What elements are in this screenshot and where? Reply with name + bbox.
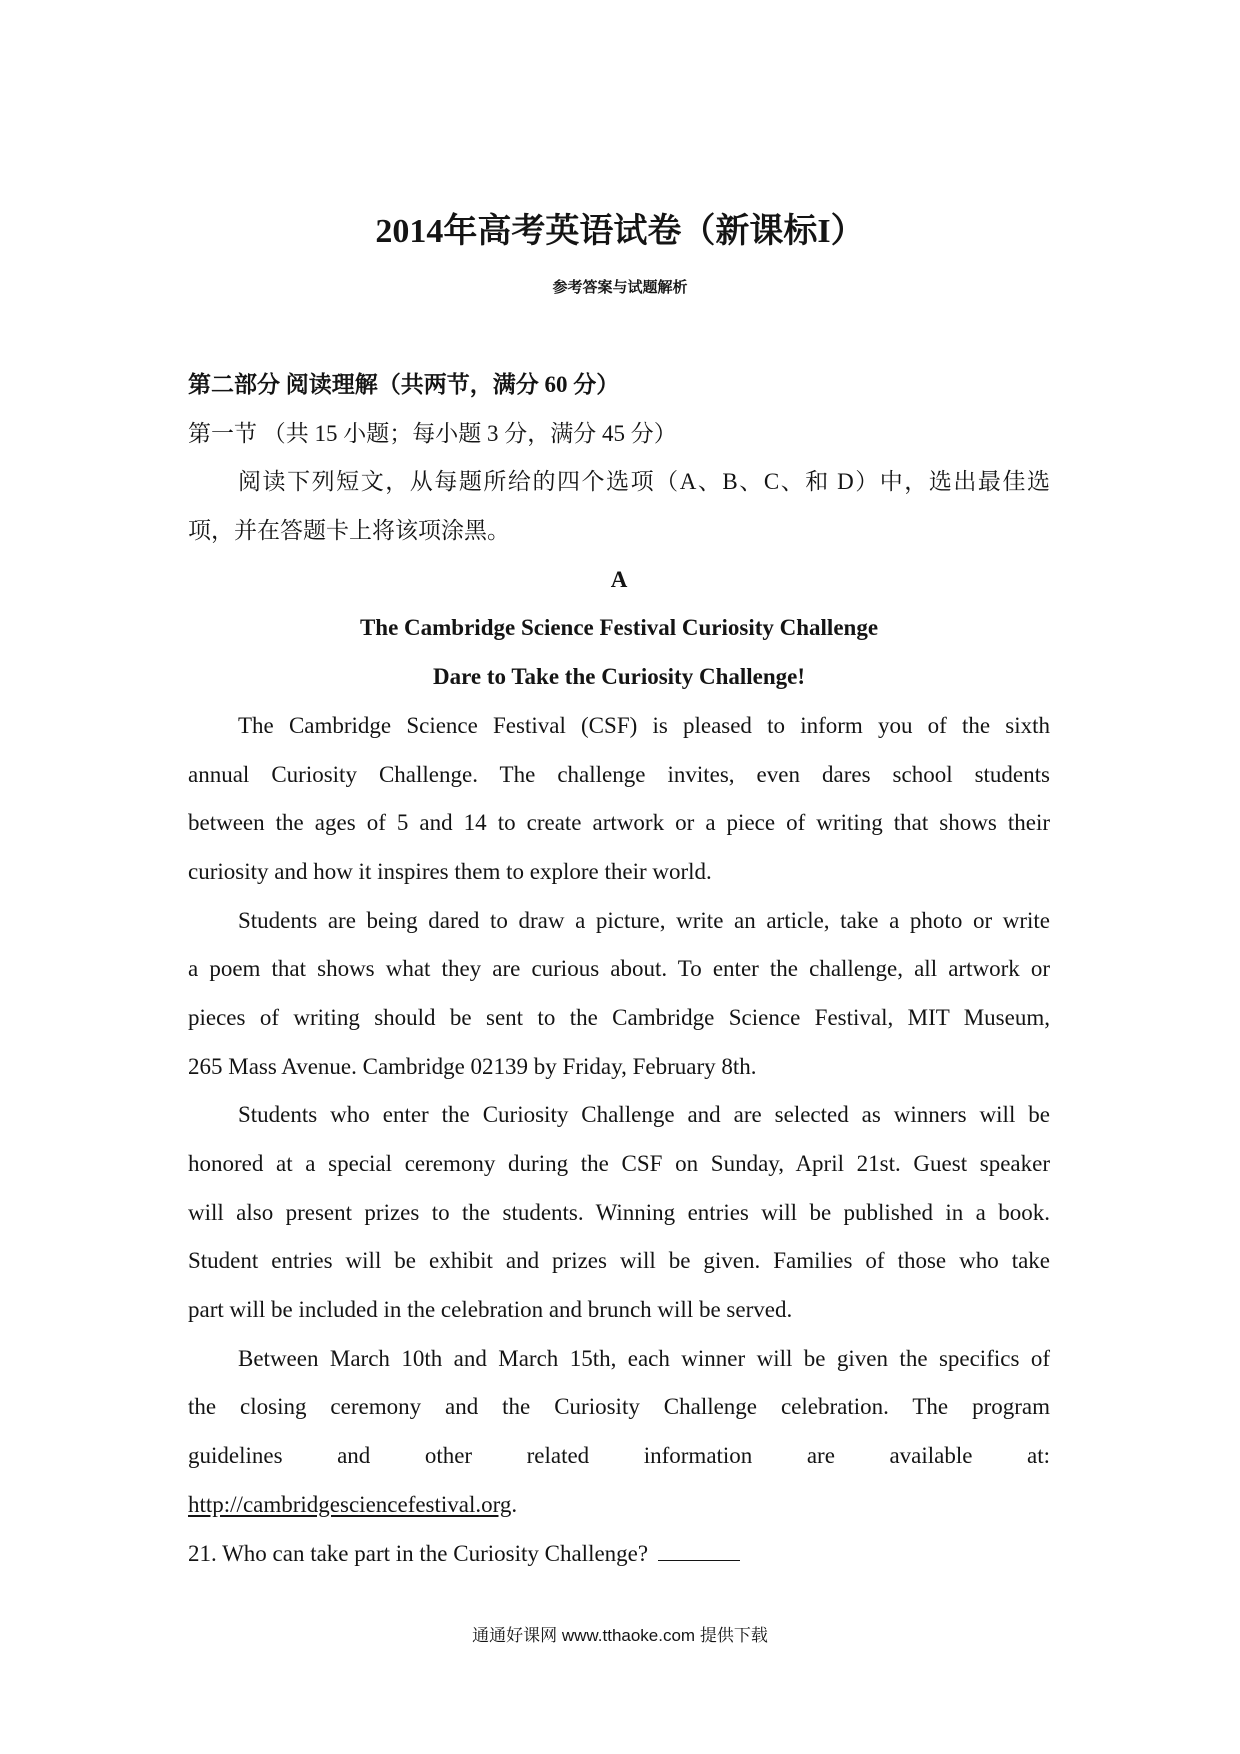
- section-heading: 第二部分 阅读理解（共两节，满分 60 分）: [188, 372, 620, 397]
- url-suffix: .: [511, 1491, 518, 1517]
- paragraph-line: the closing ceremony and the Curiosity Challenge celebration. The program: [188, 1394, 1050, 1420]
- paragraph-line: annual Curiosity Challenge. The challenge invites, even dares school students: [188, 761, 1050, 787]
- paragraph-line: will also present prizes to the students. Winning entries will be published in a book.: [188, 1199, 1050, 1225]
- paragraph-line: 265 Mass Avenue. Cambridge 02139 by Friday, February 8th.: [188, 1053, 757, 1079]
- paragraph-line: guidelines and other related information are available at:: [188, 1443, 1050, 1469]
- page-subtitle: 参考答案与试题解析: [552, 280, 688, 296]
- instructions-line: 项，并在答题卡上将该项涂黑。: [188, 518, 510, 544]
- paragraph-1: [188, 702, 1050, 897]
- paragraph-line: curiosity and how it inspires them to explore their world.: [188, 858, 712, 884]
- answer-blank: [658, 1559, 740, 1561]
- question-21: [188, 1530, 1050, 1579]
- paragraph-line: honored at a special ceremony during the CSF on Sunday, April 21st. Guest speaker: [188, 1151, 1050, 1176]
- page-footer: 通通好课网 www.tthaoke.com 提供下载: [472, 1626, 768, 1645]
- passage-subtitle: Dare to Take the Curiosity Challenge!: [432, 664, 806, 690]
- paragraph-line: Between March 10th and March 15th, each winner will be given the specifics of: [238, 1345, 1050, 1371]
- passage-title: The Cambridge Science Festival Curiosity Challenge: [359, 615, 879, 641]
- festival-url-link[interactable]: http://cambridgesciencefestival.org: [188, 1491, 512, 1517]
- passage-label: A: [610, 566, 628, 592]
- paragraph-line: a poem that shows what they are curious about. To enter the challenge, all artwork or: [188, 956, 1050, 982]
- paragraph-line: pieces of writing should be sent to the Cambridge Science Festival, MIT Museum,: [188, 1004, 1050, 1030]
- question-text: 21. Who can take part in the Curiosity Challenge?: [188, 1540, 649, 1566]
- paragraph-line: Students who enter the Curiosity Challenge and are selected as winners will be: [238, 1102, 1050, 1128]
- document-body: [188, 361, 1050, 1578]
- paragraph-line: part will be included in the celebration and brunch will be served.: [188, 1297, 793, 1323]
- paragraph-line: The Cambridge Science Festival (CSF) is pleased to inform you of the sixth: [238, 712, 1050, 738]
- page-title: 2014年高考英语试卷（新课标I）: [375, 213, 865, 250]
- paragraph-3: [188, 1091, 1050, 1334]
- paragraph-line: Student entries will be exhibit and prizes will be given. Families of those who take: [188, 1248, 1050, 1274]
- paragraph-4: [188, 1335, 1050, 1530]
- paragraph-line: between the ages of 5 and 14 to create artwork or a piece of writing that shows their: [188, 810, 1050, 836]
- paragraph-line: Students are being dared to draw a picture, write an article, take a photo or write: [238, 907, 1050, 933]
- part-heading: 第一节 （共 15 小题；每小题 3 分，满分 45 分）: [188, 420, 677, 446]
- paragraph-2: [188, 897, 1050, 1092]
- instructions-line: 阅读下列短文，从每题所给的四个选项（A、B、C、和 D）中，选出最佳选: [238, 469, 1050, 495]
- url-line: [188, 1481, 1050, 1530]
